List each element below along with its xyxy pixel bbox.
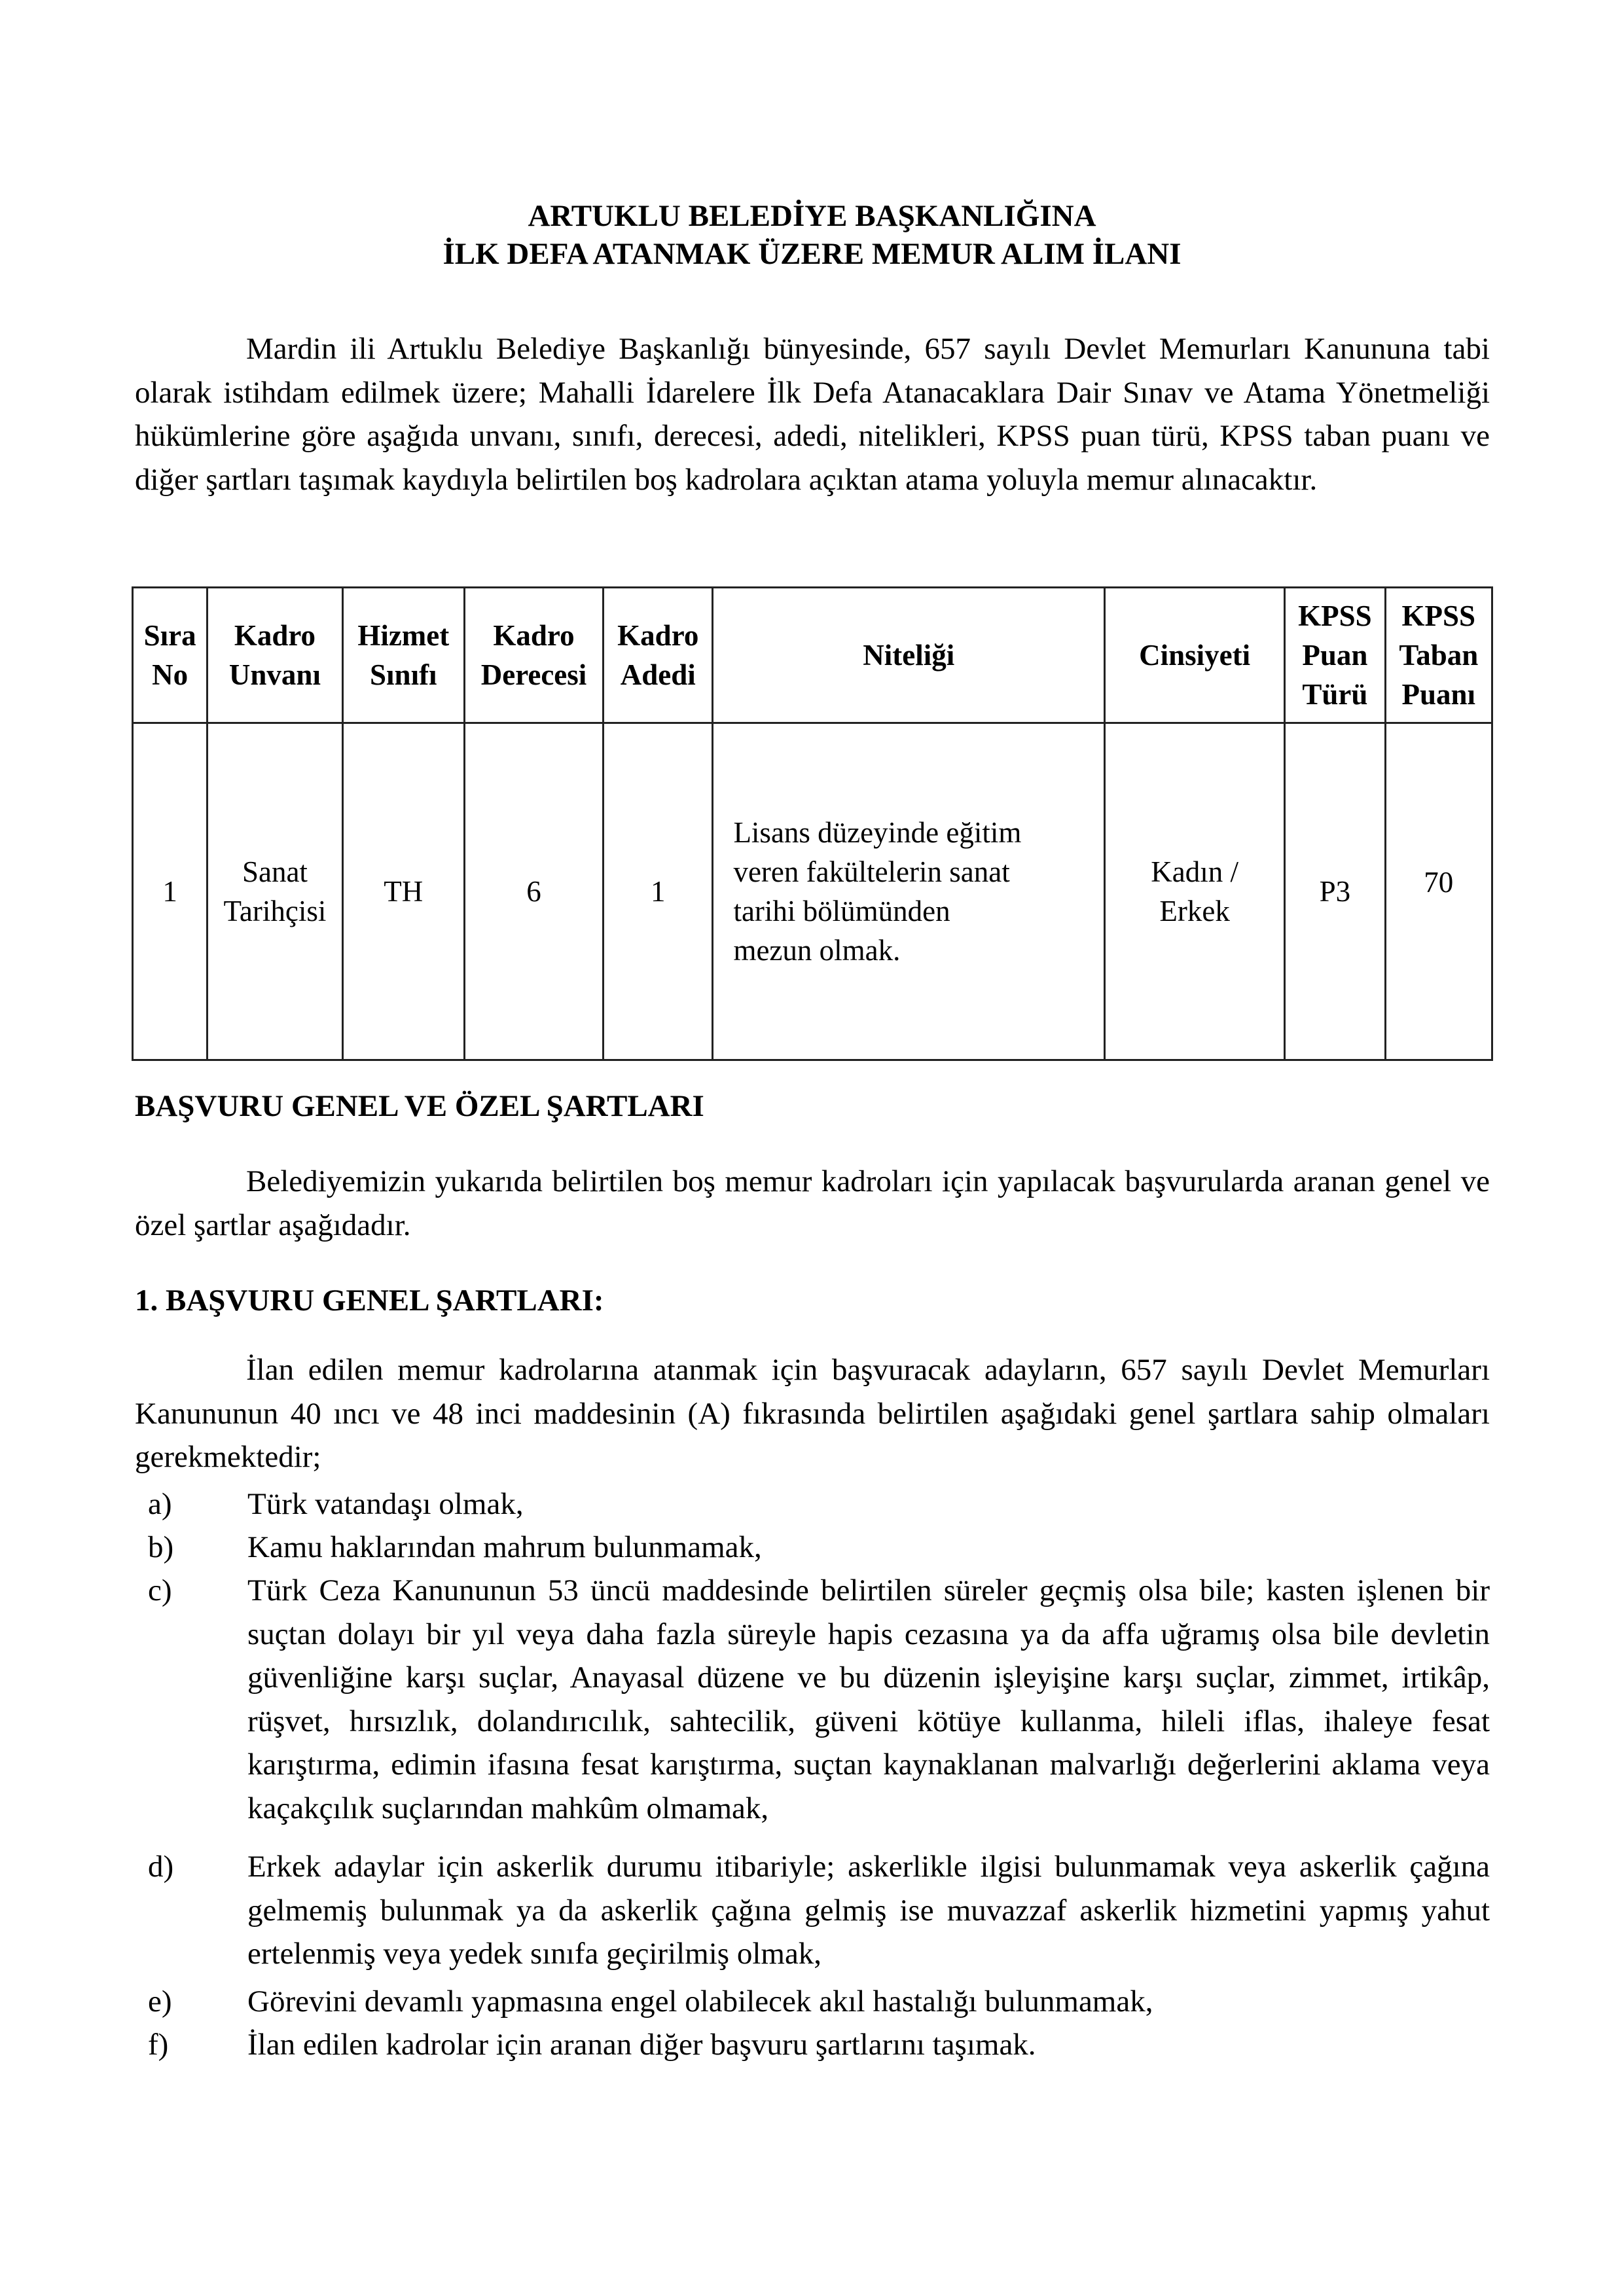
list-item-text: Kamu haklarından mahrum bulunmamak, (247, 1530, 762, 1564)
cell-kadro-derecesi: 6 (464, 723, 603, 1060)
header-kpss-taban-puani: KPSS Taban Puanı (1385, 588, 1492, 723)
list-item (148, 1569, 1490, 1830)
cell-kpss-taban-puani: 70 (1385, 723, 1492, 1060)
header-sira-no: Sıra No (133, 588, 208, 723)
header-hizmet-sinifi: Hizmet Sınıfı (342, 588, 464, 723)
list-marker: e) (148, 1984, 172, 2018)
list-item-text: İlan edilen kadrolar için aranan diğer başvuru şartlarını taşımak. (247, 2028, 1036, 2062)
section-heading-basvuru-sartlari: BAŞVURU GENEL VE ÖZEL ŞARTLARI (135, 1089, 704, 1123)
list-marker: d) (148, 1850, 174, 1884)
list-item (148, 1526, 1490, 1570)
cell-hizmet-sinifi: TH (342, 723, 464, 1060)
list-marker: c) (148, 1573, 172, 1607)
cell-sira-no: 1 (133, 723, 208, 1060)
section-paragraph-genel-sartlar: İlan edilen memur kadrolarına atanmak için başvuracak adayların, 657 sayılı Devlet Memurları Kanununun 40 ıncı ve 48 inci maddesinin (A) fıkrasında belirtilen aşağıdaki genel şartlara sahip olmaları gerekmektedir; (135, 1353, 1490, 1474)
cell-niteligi: Lisans düzeyinde eğitim veren fakültelerin sanat tarihi bölümünden mezun olmak. (713, 723, 1105, 1060)
cell-kadro-adedi: 1 (604, 723, 713, 1060)
cell-kadro-unvani: Sanat Tarihçisi (208, 723, 342, 1060)
list-marker: a) (148, 1487, 172, 1521)
intro-paragraph: Mardin ili Artuklu Belediye Başkanlığı bünyesinde, 657 sayılı Devlet Memurları Kanununa tabi olarak istihdam edilmek üzere; Mahalli İdarelere İlk Defa Atanacaklara Dair Sınav ve Atama Yönetmeliği hükümlerine göre aşağıda unvanı, sınıfı, derecesi, adedi, nitelikleri, KPSS puan türü, KPSS taban puanı ve diğer şartları taşımak kaydıyla belirtilen boş kadrolara açıktan atama yoluyla memur alınacaktır. (135, 332, 1490, 497)
cell-kpss-puan-turu: P3 (1285, 723, 1385, 1060)
vacancy-table (132, 586, 1493, 1061)
list-item (148, 1980, 1490, 2024)
list-marker: f) (148, 2028, 169, 2062)
header-kpss-puan-turu: KPSS Puan Türü (1285, 588, 1385, 723)
list-item (148, 1482, 1490, 1526)
list-item-text: Erkek adaylar için askerlik durumu itibariyle; askerlikle ilgisi bulunmamak veya askerlik çağına gelmemiş bulunmak ya da askerlik çağına gelmiş ise muvazzaf askerlik hizmetini yapmış yahut ertelenmiş veya yedek sınıfa geçirilmiş olmak, (247, 1850, 1490, 1971)
header-cinsiyeti: Cinsiyeti (1105, 588, 1285, 723)
table-row (133, 723, 1492, 1060)
list-item-text: Türk vatandaşı olmak, (247, 1487, 524, 1521)
document-title-line-1: ARTUKLU BELEDİYE BAŞKANLIĞINA (528, 199, 1096, 233)
list-item (148, 2023, 1490, 2067)
document-title-line-2: İLK DEFA ATANMAK ÜZERE MEMUR ALIM İLANI (442, 237, 1182, 271)
header-kadro-adedi: Kadro Adedi (604, 588, 713, 723)
list-item-text: Görevini devamlı yapmasına engel olabilecek akıl hastalığı bulunmamak, (247, 1984, 1153, 2018)
cell-cinsiyeti: Kadın / Erkek (1105, 723, 1285, 1060)
header-niteligi: Niteliği (713, 588, 1105, 723)
list-marker: b) (148, 1530, 174, 1564)
section-heading-genel-sartlar: 1. BAŞVURU GENEL ŞARTLARI: (135, 1283, 604, 1318)
list-item (148, 1845, 1490, 1976)
list-item-text: Türk Ceza Kanununun 53 üncü maddesinde belirtilen süreler geçmiş olsa bile; kasten işlenen bir suçtan dolayı bir yıl veya daha fazla süreyle hapis cezasına ya da affa uğramış olsa bile devletin güvenliğine karşı suçlar, Anayasal düzene ve bu düzenin işleyişine karşı suçlar, zimmet, irtikâp, rüşvet, hırsızlık, dolandırıcılık, sahtecilik, güveni kötüye kullanma, hileli iflas, ihaleye fesat karıştırma, edimin ifasına fesat karıştırma, suçtan kaynaklanan malvarlığı değerlerini aklama veya kaçakçılık suçlarından mahkûm olmamak, (247, 1573, 1490, 1825)
header-kadro-unvani: Kadro Unvanı (208, 588, 342, 723)
header-kadro-derecesi: Kadro Derecesi (464, 588, 603, 723)
section-paragraph-basvuru-sartlari: Belediyemizin yukarıda belirtilen boş memur kadroları için yapılacak başvurularda aranan genel ve özel şartlar aşağıdadır. (135, 1164, 1490, 1242)
table-header-row (133, 588, 1492, 723)
